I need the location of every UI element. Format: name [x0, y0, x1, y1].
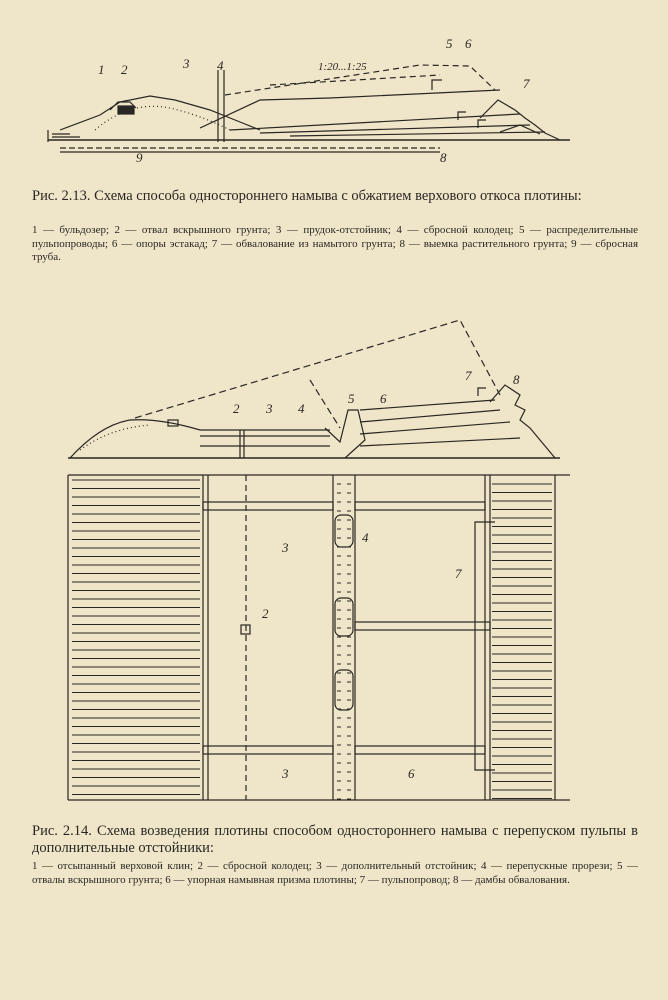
svg-text:7: 7	[455, 566, 462, 581]
svg-text:8: 8	[513, 372, 520, 387]
svg-text:9: 9	[136, 150, 143, 165]
figure-2-14-legend: 1 — отсыпанный верховой клин; 2 — сбросной колодец; 3 — дополнительный отстойник; 4 — перепускные прорези; 5 — отвалы вскрышного грунта; 6 — упорная намывная призма плотины; 7 — пульпопровод; 8 — дамбы обвалования.	[32, 860, 638, 886]
svg-text:5: 5	[446, 36, 453, 51]
svg-text:1: 1	[98, 62, 105, 77]
figure-2-13-caption	[32, 188, 638, 205]
figure-2-13-labels	[98, 36, 530, 165]
svg-text:5: 5	[348, 391, 355, 406]
figure-2-13-number: Рис. 2.13.	[32, 188, 91, 204]
svg-text:2: 2	[233, 401, 240, 416]
svg-text:3: 3	[282, 766, 289, 781]
figure-2-14-number: Рис. 2.14.	[32, 823, 92, 839]
svg-text:3: 3	[183, 56, 190, 71]
svg-text:3: 3	[282, 540, 289, 555]
figure-2-14-section	[0, 310, 668, 460]
svg-text:1:20...1:25: 1:20...1:25	[318, 61, 367, 73]
svg-text:2: 2	[121, 62, 128, 77]
figure-2-14-plan	[0, 470, 668, 810]
svg-text:7: 7	[523, 76, 530, 91]
svg-text:2: 2	[262, 606, 269, 621]
svg-text:6: 6	[465, 36, 472, 51]
svg-text:3: 3	[266, 401, 273, 416]
svg-text:4: 4	[217, 58, 224, 73]
figure-2-13-title: Схема способа одностороннего намыва с обжатием верхового откоса плотины:	[94, 188, 582, 204]
figure-2-13-legend: 1 — бульдозер; 2 — отвал вскрышного грунта; 3 — прудок-отстойник; 4 — сбросной колодец; 5 — распределительные пульпопроводы; 6 — опоры эстакад; 7 — обвалование из намытого грунта; 8 — выемка растительного грунта; 9 — сбросная труба.	[32, 224, 638, 263]
svg-text:6: 6	[408, 766, 415, 781]
svg-text:4: 4	[362, 530, 369, 545]
figure-2-14-title: Схема возведения плотины способом одностороннего намыва с перепуском пульпы в дополнительные отстойники:	[32, 823, 638, 856]
svg-text:4: 4	[298, 401, 305, 416]
figure-2-14-plan-labels	[262, 530, 462, 781]
figure-2-13-drawing	[0, 30, 668, 180]
svg-text:8: 8	[440, 150, 447, 165]
svg-text:7: 7	[465, 368, 472, 383]
figure-2-14-caption	[32, 823, 638, 857]
svg-text:6: 6	[380, 391, 387, 406]
